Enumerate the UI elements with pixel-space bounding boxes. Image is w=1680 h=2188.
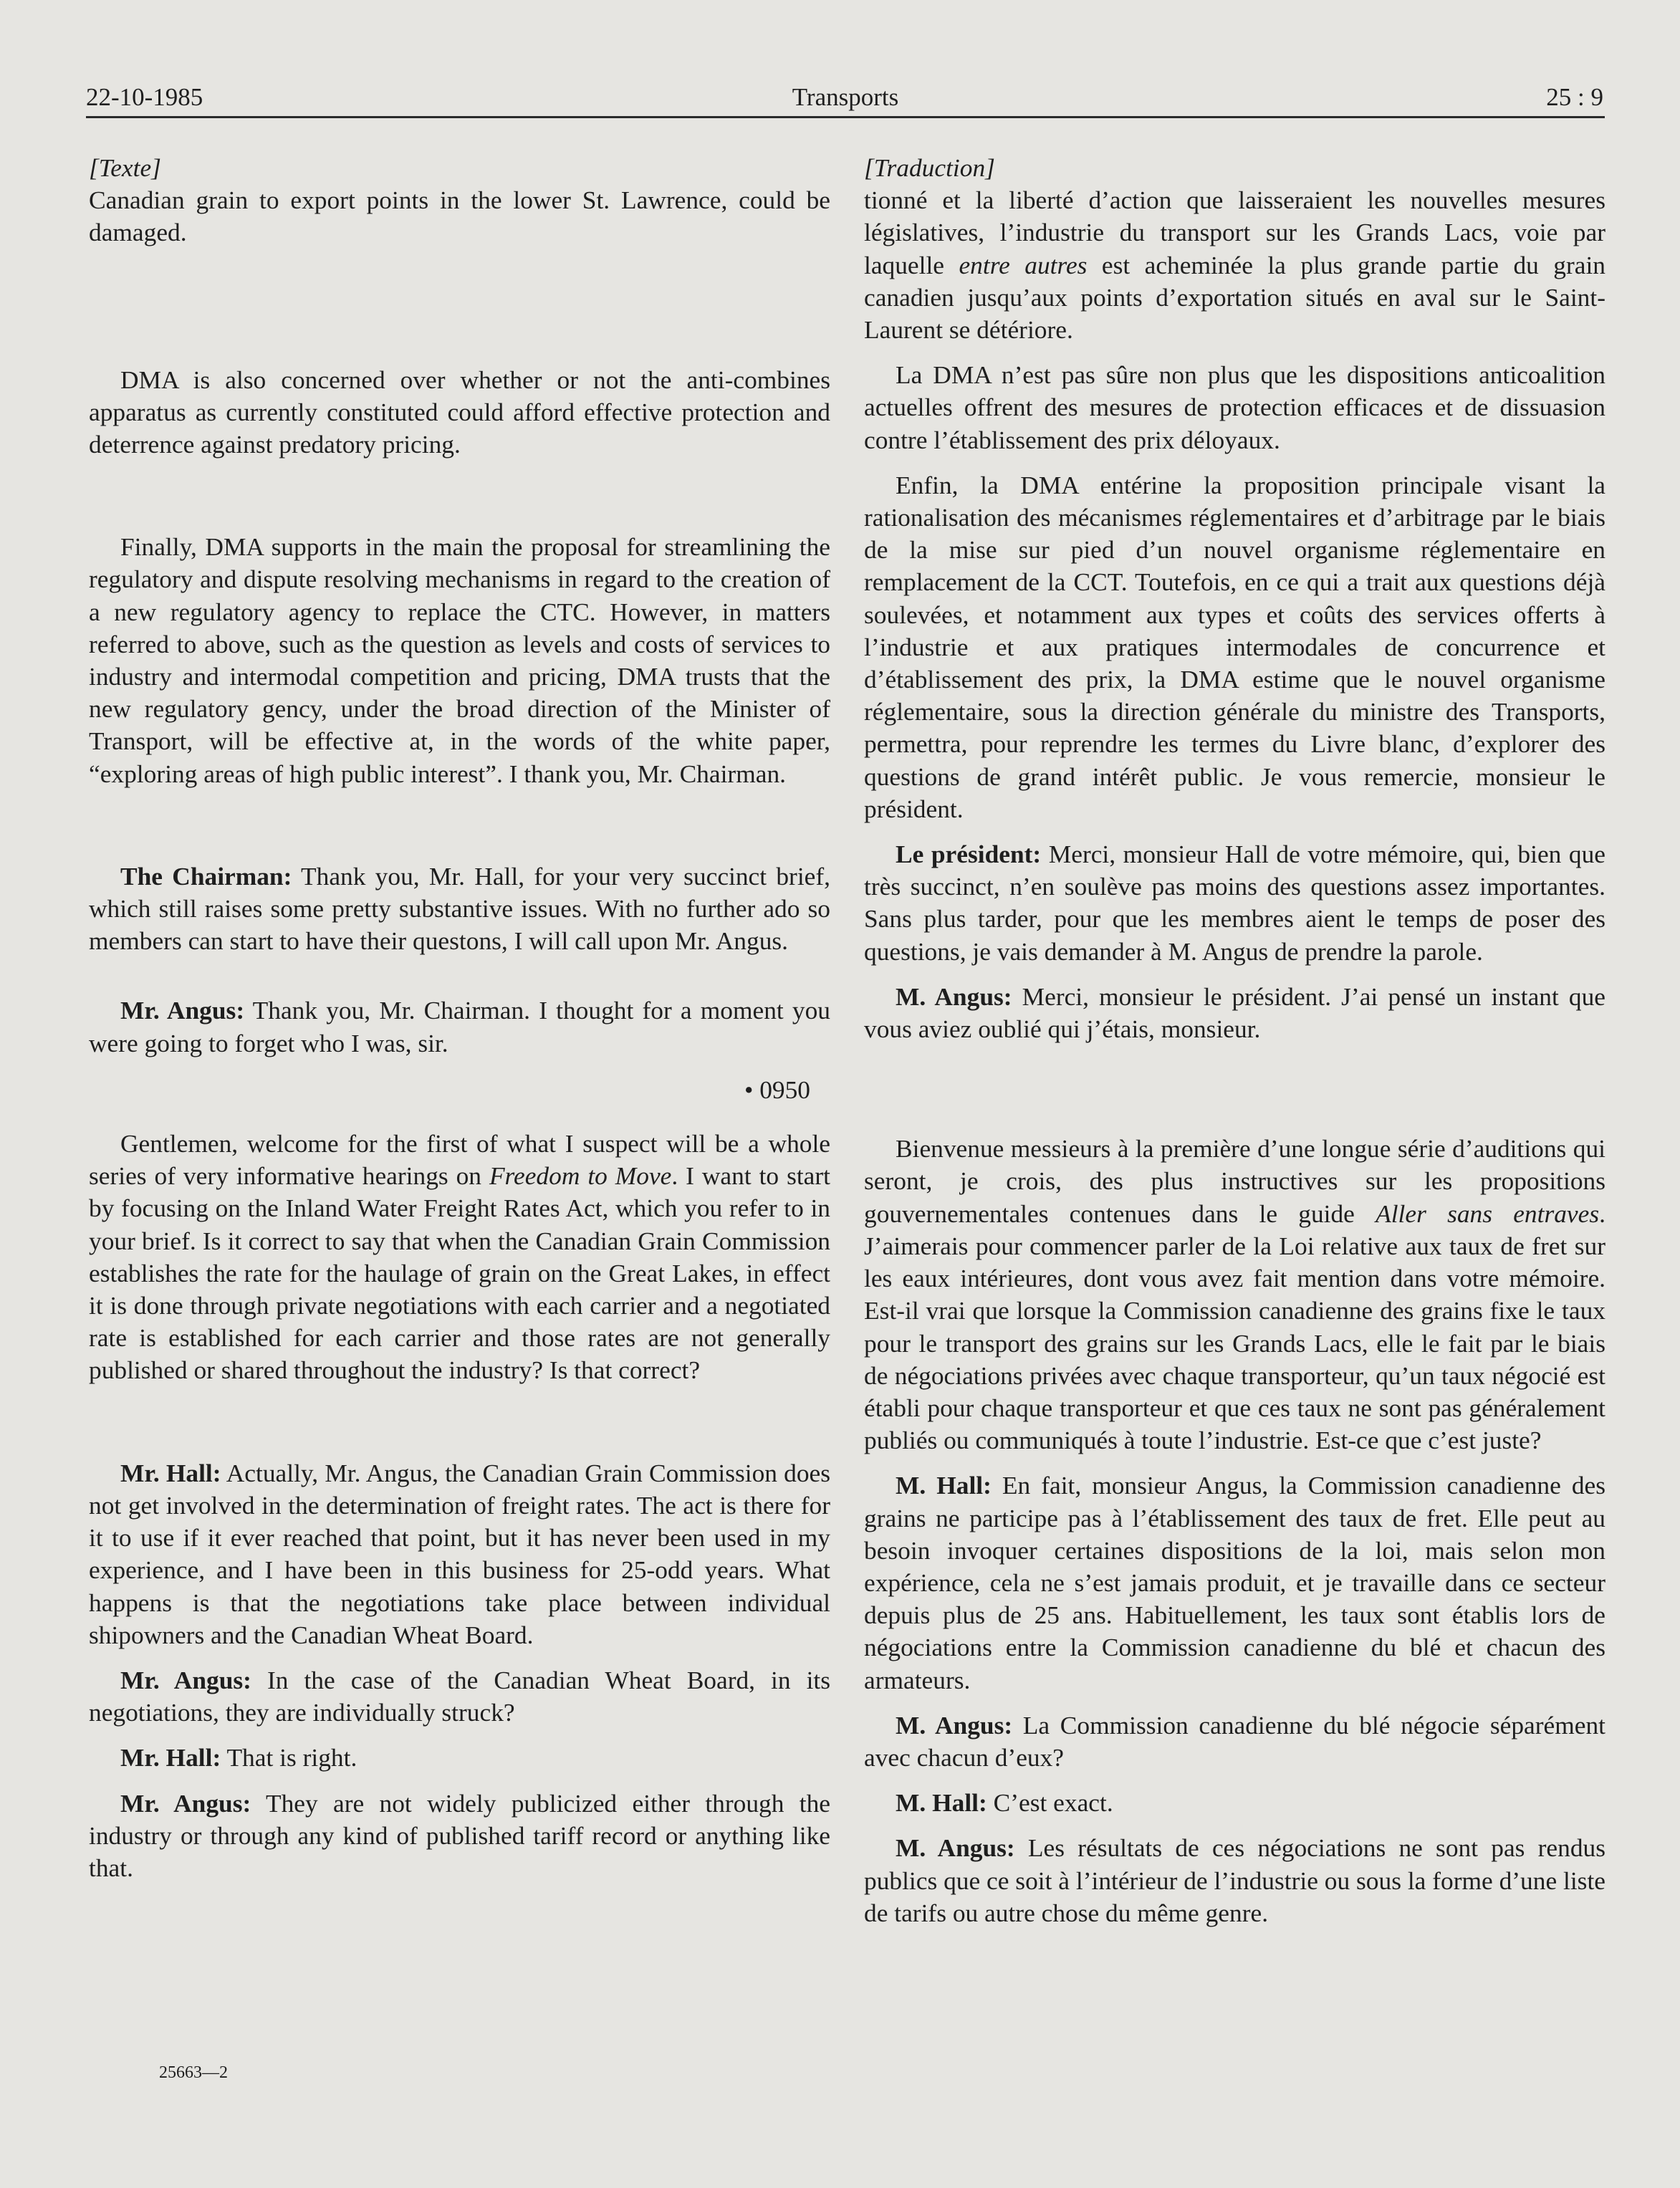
speaker-name: Mr. Hall: [120, 1458, 221, 1487]
time-marker: • 0950 [744, 1075, 810, 1104]
speaker-name: Mr. Angus: [120, 996, 245, 1025]
speech-paragraph: Mr. Angus: In the case of the Canadian Wheat Board, in its negotiations, they are individually struck? [89, 1665, 831, 1727]
speaker-name: Le président: [896, 840, 1042, 869]
speech-paragraph: Mr. Hall: That is right. [120, 1743, 357, 1772]
speech-paragraph: M. Angus: La Commission canadienne du blé négocie séparément avec chacun d’eux? [864, 1710, 1605, 1772]
section-label-texte: [Texte] [89, 153, 161, 182]
speaker-name: Mr. Angus: [120, 1788, 251, 1818]
speech-paragraph: M. Angus: Les résultats de ces négociations ne sont pas rendus publics que ce soit à l’intérieur de l’industrie ou sous la forme d’une liste de tarifs ou autre chose du même genre. [864, 1833, 1605, 1927]
paragraph: Finally, DMA supports in the main the proposal for streamlining the regulatory and dispute resolving mechanisms in regard to the creation of a new regulatory agency to replace the CTC. However, in matters referred to above, such as the question as levels and costs of services to industry and intermodal competition and pricing, DMA trusts that the new regulatory gency, under the broad direction of the Minister of Transport, will be effective at, in the words of the white paper, “exploring areas of high public interest”. I thank you, Mr. Chairman. [89, 532, 830, 788]
header-page-number: 25 : 9 [1546, 83, 1603, 111]
speech-paragraph: Mr. Hall: Actually, Mr. Angus, the Canadian Grain Commission does not get involved in the determination of freight rates. The act is there for it to use if it ever reached that point, but it has never been used in my experience, and I have been in this business for 25-odd years. What happens is that the negotiations take place between individual shipowners and the Canadian Wheat Board. [89, 1458, 830, 1649]
paragraph: tionné et la liberté d’action que laisseraient les nouvelles mesures législatives, l’industrie du transport sur les Grands Lacs, voie par laquelle entre autres est acheminée la plus grande partie du grain canadien jusqu’aux points d’exportation situés en aval sur le Saint-Laurent se détériore. [864, 186, 1605, 345]
speech-paragraph: Mr. Angus: Thank you, Mr. Chairman. I thought for a moment you were going to forget who I was, sir. [89, 996, 831, 1057]
paragraph: Enfin, la DMA entérine la proposition principale visant la rationalisation des mécanismes réglementaires et d’arbitrage par le biais de la mise sur pied d’un nouvel organisme réglementaire en remplacement de la CCT. Toutefois, en ce qui a trait aux questions déjà soulevées, et notamment aux types et coûts des services offerts à l’industrie et aux pratiques intermodales de concurrence et d’établissement des prix, la DMA estime que le nouvel organisme réglementaire, sous la direction générale du ministre des Transports, permettra, pour reprendre les termes du Livre blanc, d’explorer des questions de grand intérêt public. Je vous remercie, monsieur le président. [864, 470, 1605, 823]
header-date: 22-10-1985 [86, 83, 203, 111]
speech-paragraph: Mr. Angus: They are not widely publicized either through the industry or through any kind of published tariff record or anything like that. [89, 1788, 831, 1882]
speech-paragraph: The Chairman: Thank you, Mr. Hall, for your very succinct brief, which still raises some pretty substantive issues. With no further ado so members can start to have their questons, I will call upon Mr. Angus. [89, 861, 831, 956]
speaker-name: Mr. Hall: [120, 1743, 221, 1772]
paragraph: Canadian grain to export points in the lower St. Lawrence, could be damaged. [89, 186, 830, 247]
speech-paragraph: M. Hall: C’est exact. [896, 1788, 1113, 1818]
speaker-name: M. Hall: [896, 1471, 992, 1500]
french-column [864, 152, 1605, 1929]
speaker-name: Mr. Angus: [120, 1665, 251, 1694]
speech-paragraph: M. Angus: Merci, monsieur le président. J’ai pensé un instant que vous aviez oublié qui j’étais, monsieur. [864, 982, 1605, 1044]
paragraph: Gentlemen, welcome for the first of what I suspect will be a whole series of very informative hearings on Freedom to Move. I want to start by focusing on the Inland Water Freight Rates Act, which you refer to in your brief. Is it correct to say that when the Canadian Grain Commission establishes the rate for the haulage of grain on the Great Lakes, in effect it is done through private negotiations with each carrier and a negotiated rate is established for each carrier and those rates are not generally published or shared throughout the industry? Is that correct? [89, 1129, 830, 1385]
paragraph: Bienvenue messieurs à la première d’une longue série d’auditions qui seront, je crois, des plus instructives sur les propositions gouvernementales contenues dans le guide Aller sans entraves. J’aimerais pour commencer parler de la Loi relative aux taux de fret sur les eaux intérieures, dont vous avez fait mention dans votre mémoire. Est-il vrai que lorsque la Commission canadienne des grains fixe le taux pour le transport des grains sur les Grands Lacs, elle le fait par le biais de négociations privées avec chaque transporteur, qu’un taux négocié est établi pour chaque transporteur et que ces taux ne sont pas généralement publiés ou communiqués à toute l’industrie. Est-ce que c’est juste? [864, 1134, 1605, 1455]
speech-paragraph: Le président: Merci, monsieur Hall de votre mémoire, qui, bien que très succinct, n’en soulève pas moins des questions assez importantes. Sans plus tarder, pour que les membres aient le temps de poser des questions, je vais demander à M. Angus de prendre la parole. [864, 840, 1605, 966]
footer-code: 25663—2 [159, 2063, 228, 2082]
section-label-traduction: [Traduction] [864, 153, 995, 182]
paragraph: DMA is also concerned over whether or not the anti-combines apparatus as currently constituted could afford effective protection and deterrence against predatory pricing. [89, 365, 830, 459]
speech-paragraph: M. Hall: En fait, monsieur Angus, la Commission canadienne des grains ne participe pas à l’établissement des taux de fret. Elle peut au besoin invoquer certaines dispositions de la loi, mais selon mon expérience, cela ne s’est jamais produit, et je travaille dans ce secteur depuis plus de 25 ans. Habituellement, les taux sont établis lors de négociations entre la Commission canadienne du blé et chacun des armateurs. [864, 1471, 1605, 1694]
paragraph: La DMA n’est pas sûre non plus que les dispositions anticoalition actuelles offrent des mesures de protection efficaces et de dissuasion contre l’établissement des prix déloyaux. [864, 360, 1605, 454]
speaker-name: M. Angus: [896, 1833, 1015, 1863]
speaker-name: M. Angus: [896, 982, 1012, 1011]
header-title: Transports [792, 83, 899, 111]
speaker-name: The Chairman: [120, 861, 292, 891]
speaker-name: M. Hall: [896, 1788, 987, 1818]
english-column [89, 152, 830, 1884]
speaker-name: M. Angus: [896, 1710, 1013, 1740]
page-header [86, 80, 1605, 118]
